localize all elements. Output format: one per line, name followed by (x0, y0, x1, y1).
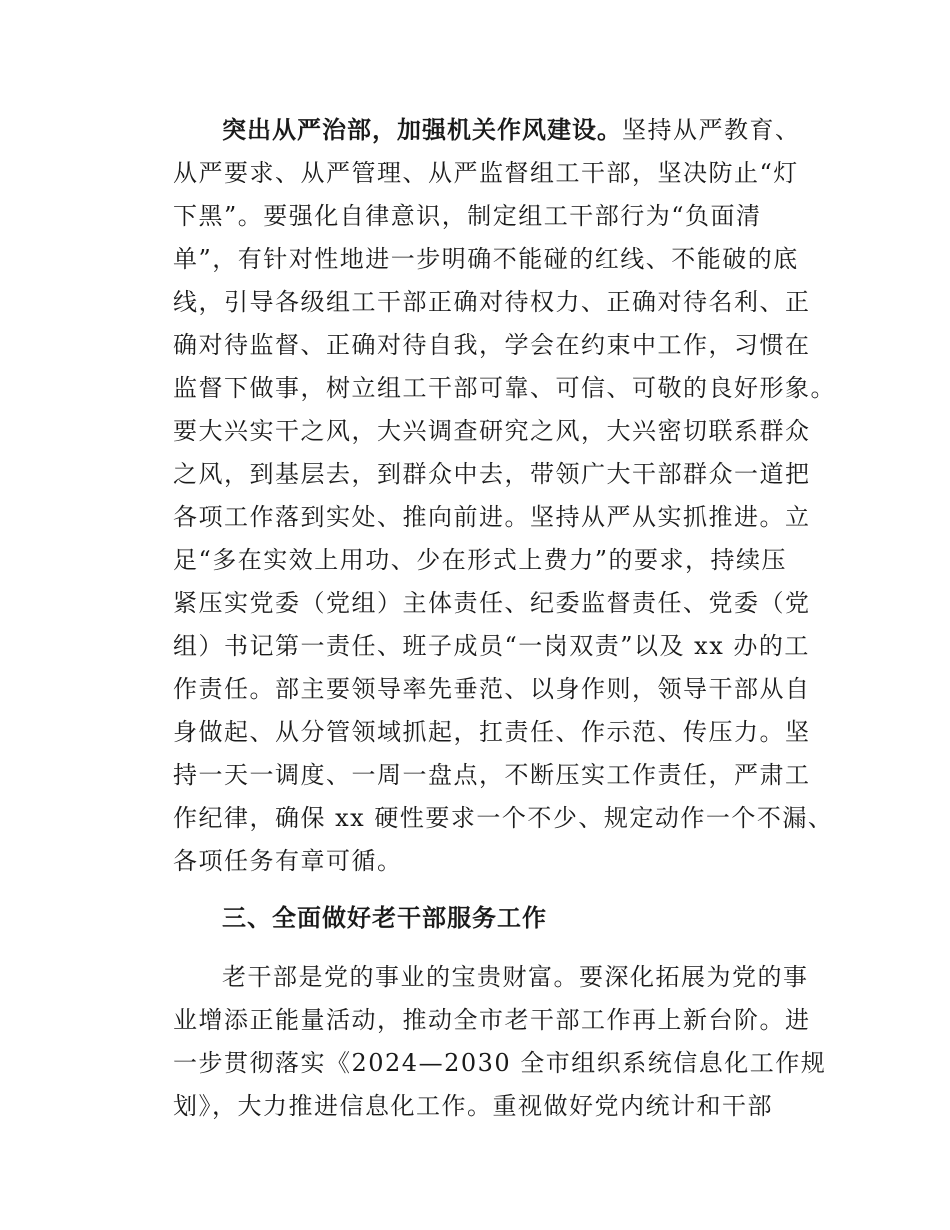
section-heading: 三、全面做好老干部服务工作 (222, 904, 547, 932)
paragraph-line: 要大兴实干之风，大兴调查研究之风，大兴密切联系群众 (173, 417, 811, 445)
paragraph-line: 单”，有针对性地进一步明确不能碰的红线、不能破的底 (173, 245, 799, 273)
paragraph-line: 足“多在实效上用功、少在形式上费力”的要求，持续压 (173, 546, 788, 574)
paragraph-line: 紧压实党委（党组）主体责任、纪委监督责任、党委（党 (173, 589, 811, 617)
paragraph-line: 老干部是党的事业的宝贵财富。要深化拓展为党的事 (222, 963, 809, 991)
paragraph-line: 作责任。部主要领导率先垂范、以身作则，领导干部从自 (173, 675, 811, 703)
paragraph-line: 作纪律，确保 xx 硬性要求一个不少、规定动作一个不漏、 (173, 804, 834, 832)
paragraph-lead-heading: 突出从严治部，加强机关作风建设。 (222, 116, 622, 144)
paragraph-line: 身做起、从分管领域抓起，扛责任、作示范、传压力。坚 (173, 718, 811, 746)
paragraph-line: 从严要求、从严管理、从严监督组工干部，坚决防止“灯 (173, 159, 799, 187)
paragraph-line: 划》，大力推进信息化工作。重视做好党内统计和干部 (173, 1092, 773, 1120)
paragraph-line: 确对待监督、正确对待自我，学会在约束中工作，习惯在 (173, 331, 811, 359)
paragraph-line: 各项任务有章可循。 (173, 847, 403, 875)
paragraph-line: 下黑”。要强化自律意识，制定组工干部行为“负面清 (173, 202, 762, 230)
paragraph-line: 监督下做事，树立组工干部可靠、可信、可敬的良好形象。 (173, 374, 836, 402)
paragraph-line: 业增添正能量活动，推动全市老干部工作再上新台阶。进 (173, 1006, 811, 1034)
paragraph-text: 坚持从严教育、 (622, 116, 801, 144)
paragraph-line: 线，引导各级组工干部正确对待权力、正确对待名利、正 (173, 288, 811, 316)
paragraph-line: 一步贯彻落实《2024—2030 全市组织系统信息化工作规 (173, 1049, 827, 1077)
paragraph-line: 组）书记第一责任、班子成员“一岗双责”以及 xx 办的工 (173, 632, 810, 660)
paragraph-line: 之风，到基层去，到群众中去，带领广大干部群众一道把 (173, 460, 811, 488)
paragraph-line (222, 114, 801, 146)
paragraph-line: 各项工作落到实处、推向前进。坚持从严从实抓推进。立 (173, 503, 811, 531)
paragraph-line: 持一天一调度、一周一盘点，不断压实工作责任，严肃工 (173, 761, 811, 789)
